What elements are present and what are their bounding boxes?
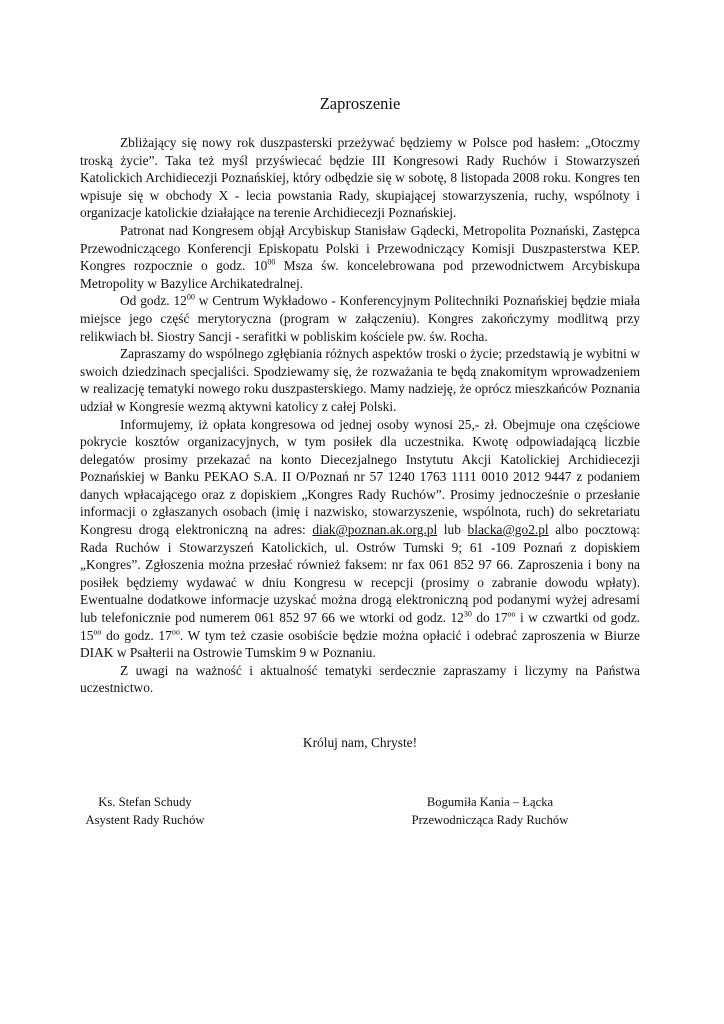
paragraph-3	[80, 292, 640, 345]
p2-text-a: Patronat nad Kongresem objął Arcybiskup Stanisław Gądecki, Metropolita Poznański, Zastępca Przewodniczącego Konferencji Episkopatu Polski i Przewodniczący Komisji Duszpasterstwa KEP. Kongres rozpocznie o godz. 10	[80, 222, 640, 274]
paragraph-4: Zapraszamy do wspólnego zgłębiania różnych aspektów troski o życie; przedstawią je wybitni w swoich dziedzinach specjaliści. Spodziewamy się, że rozważania te będą znakomitym wprowadzeniem w realizację tematyki nowego roku duszpasterskiego. Mamy nadzieję, że oprócz mieszkańców Poznania udział w Kongresie wezmą aktywni katolicy z całej Polski.	[80, 346, 640, 414]
signature-left-role: Asystent Rady Ruchów	[85, 813, 205, 827]
p2-text-b: Msza św. koncelebrowana pod przewodnictwem Arcybiskupa Metropolity w Bazylice Archikatedralnej.	[80, 258, 640, 291]
p5-text-f: do godz. 17	[101, 627, 172, 643]
p5-sup3: oo	[93, 627, 102, 637]
signature-left-name: Ks. Stefan Schudy	[98, 795, 192, 809]
p3-text-a: Od godz. 12	[120, 293, 187, 309]
signature-right-name: Bogumiła Kania – Łącka	[426, 795, 554, 809]
p5-text-a: Informujemy, iż opłata kongresowa od jednej osoby wynosi 25,- zł. Obejmuje ona częściowe pokrycie kosztów organizacyjnych, w tym posiłek dla uczestnika. Kwotę odpowiadającą liczbie delegatów prosimy przekazać na konto Diecezjalnego Instytutu Akcji Katolickiej Archidiecezji Poznańskiej w Banku PEKAO S.A. II O/Poznań nr 57 1240 1763 1111 0010 2012 9447 z podaniem danych wpłacającego oraz z dopiskiem „Kongres Rady Ruchów”. Prosimy jednocześnie o przesłanie informacji o zgłaszanych osobach (imię i nazwisko, stowarzyszenie, wspólnota, ruch) do sekretariatu Kongresu drogą elektroniczną na adres:	[80, 416, 640, 538]
signature-right	[402, 793, 578, 829]
p5-text-b: lub	[437, 522, 468, 538]
paragraph-6: Z uwagi na ważność i aktualność tematyki serdecznie zapraszamy i liczymy na Państwa uczestnictwo.	[80, 662, 640, 696]
p5-text-g: . W tym też czasie osobiście będzie można opłacić i odebrać zaproszenia w Biurze DIAK w Psałterii na Ostrowie Tumskim 9 w Poznaniu.	[80, 627, 641, 661]
paragraph-1: Zbliżający się nowy rok duszpasterski przeżywać będziemy w Polsce pod hasłem: „Otoczmy troską życie”. Taka też myśl przyświecać będzie III Kongresowi Rady Ruchów i Stowarzyszeń Katolickich Archidiecezji Poznańskiej, który odbędzie się w sobotę, 8 listopada 2008 roku. Kongres ten wpisuje się w obchody X - lecia powstania Rady, skupiającej stowarzyszenia, ruchy, wspólnoty i organizacje katolickie działające na terenie Archidiecezji Poznańskiej.	[80, 135, 640, 221]
paragraph-5	[80, 416, 640, 662]
p5-sup1: 30	[463, 609, 472, 619]
p5-text-e: i w czwartki od godz. 15	[80, 610, 640, 643]
page-title: Zaproszenie	[319, 94, 401, 113]
letter-body	[80, 134, 640, 697]
closing-line: Króluj nam, Chryste!	[302, 735, 418, 750]
p5-sup2: oo	[507, 609, 516, 619]
signature-left	[80, 793, 210, 829]
p5-text-d: do 17	[471, 610, 508, 626]
p5-text-c: albo pocztową: Rada Ruchów i Stowarzyszeń Katolickich, ul. Ostrów Tumski 9; 61 -109 Poznań z dopiskiem „Kongres”. Zgłoszenia można przesłać również faksem: nr fax 061 852 97 66. Zaproszenia i bony na posiłek będziemy wydawać w dniu Kongresu w recepcji (prosimy o zabranie dowodu wpłaty). Ewentualne dodatkowe informacje uzyskać można drogą elektroniczną pod podanymi wyżej adresami lub telefonicznie pod numerem 061 852 97 66 we wtorki od godz. 12	[80, 522, 640, 626]
email-link-blacka[interactable]: blacka@go2.pl	[467, 522, 549, 538]
email-link-diak[interactable]: diak@poznan.ak.org.pl	[312, 522, 438, 538]
paragraph-2	[80, 222, 640, 292]
p5-sup4: oo	[171, 627, 180, 637]
p3-sup: 00	[186, 292, 195, 302]
p3-text-b: w Centrum Wykładowo - Konferencyjnym Politechniki Poznańskiej będzie miała miejsce jego część merytoryczna (program w załączeniu). Kongres zakończymy modlitwą przy relikwiach bł. Siostry Sancji - serafitki w pobliskim kościele pw. św. Rocha.	[80, 293, 640, 344]
p2-sup: 00	[267, 257, 276, 267]
signature-right-role: Przewodnicząca Rady Ruchów	[411, 813, 569, 827]
